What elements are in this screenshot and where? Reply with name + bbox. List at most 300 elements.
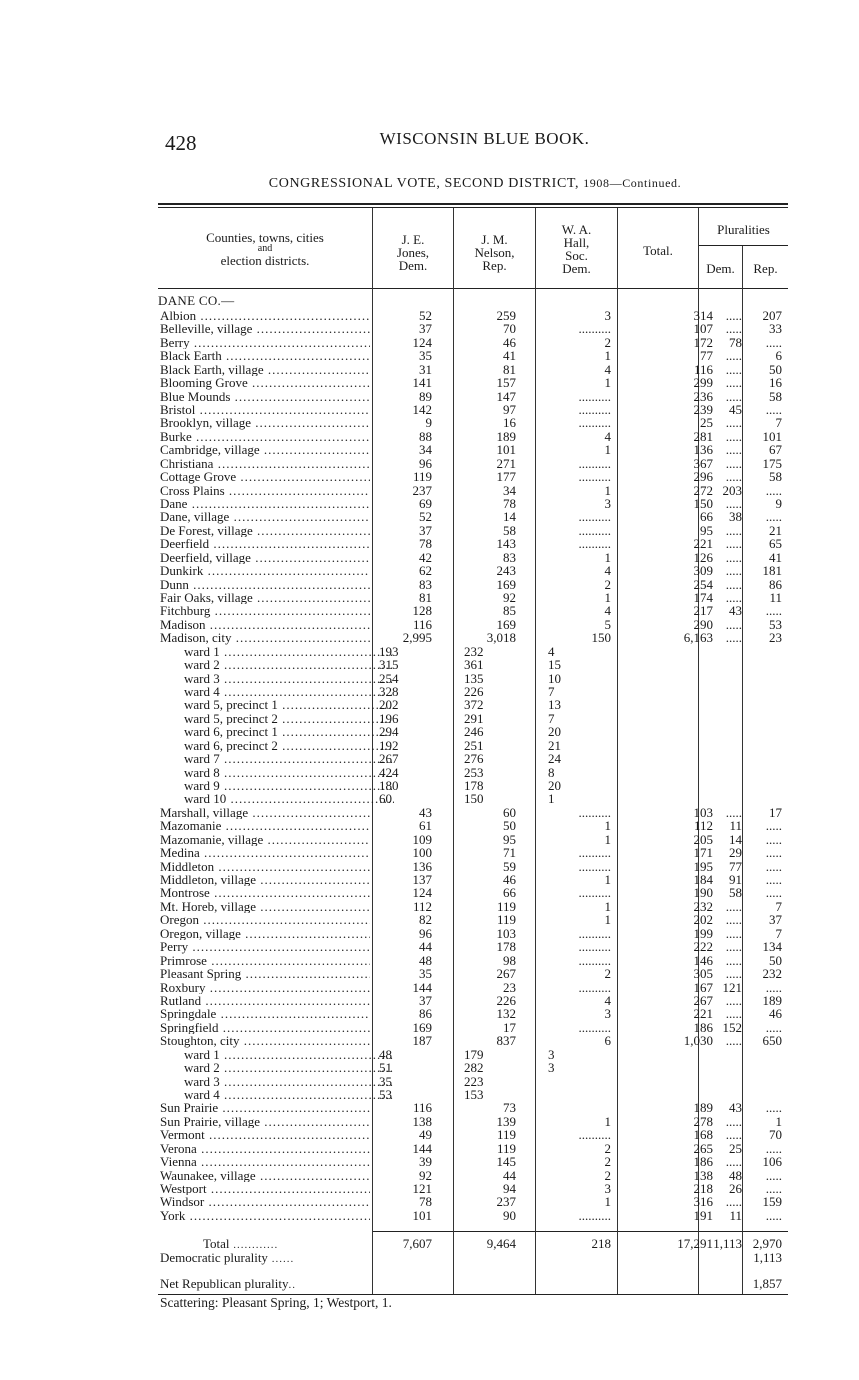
table-row [158, 981, 788, 994]
hall-votes: 2 [604, 1141, 611, 1156]
row-label: Springdale ..... [160, 1007, 370, 1020]
jones-votes: 121 [412, 1181, 432, 1196]
jones-votes: 78 [419, 1195, 432, 1209]
row-label: Christiana ..... [160, 457, 370, 470]
dem-plurality: ..... [725, 443, 742, 457]
total-votes: 272 [693, 483, 713, 498]
table-row [158, 470, 788, 483]
nelson-votes: 253 [464, 765, 484, 780]
nelson-votes: 178 [496, 940, 516, 954]
jones-votes: 328 [379, 685, 399, 699]
jones-votes: 141 [412, 376, 432, 390]
hall-votes: 3 [548, 1061, 555, 1075]
total-votes: 190 [693, 886, 713, 900]
rep-plurality: 37 [769, 913, 782, 927]
jones-votes: 44 [419, 940, 432, 954]
dem-plurality: 77 [729, 859, 742, 874]
total-votes: 174 [693, 591, 713, 605]
dem-plurality: 11 [729, 1208, 742, 1223]
hall-votes: 24 [548, 752, 561, 766]
hall-votes: .......... [578, 846, 611, 860]
hall-votes: 4 [604, 362, 611, 377]
row-label: ward 4 ..... [184, 1088, 394, 1101]
rep-plurality: 159 [762, 1195, 782, 1209]
rep-plurality: ..... [765, 403, 782, 417]
rep-plurality: 7 [775, 899, 782, 914]
header-bottom-rule [158, 288, 788, 289]
jones-votes: 180 [379, 779, 399, 793]
rep-plurality: 17 [769, 805, 782, 820]
jones-votes: 187 [412, 1034, 432, 1048]
ward-row [158, 645, 788, 658]
total-votes: 221 [693, 1007, 713, 1021]
rep-plurality: ..... [765, 1181, 782, 1196]
jones-votes: 112 [412, 899, 432, 914]
dem-plurality: ..... [725, 926, 742, 941]
jones-votes: 82 [419, 913, 432, 927]
row-label: Perry ..... [160, 940, 370, 953]
table-row [158, 376, 788, 389]
dem-plurality: 25 [729, 1141, 742, 1156]
table-row [158, 954, 788, 967]
dem-plurality: 38 [729, 510, 742, 524]
hall-votes: .......... [578, 537, 611, 551]
jones-votes: 116 [412, 617, 432, 632]
jones-votes: 96 [419, 926, 432, 941]
row-label: ward 6, precinct 2 ..... [184, 739, 394, 752]
total-votes: 290 [693, 617, 713, 632]
hall-votes: .......... [578, 389, 611, 404]
footnote: Scattering: Pleasant Spring, 1; Westport, 1. [160, 1295, 392, 1310]
dem-plurality: ..... [725, 1155, 742, 1169]
hall-votes: 20 [548, 725, 561, 739]
nelson-votes: 92 [503, 591, 516, 605]
ward-row [158, 1048, 788, 1061]
row-label: Roxbury ..... [160, 981, 370, 994]
jones-votes: 39 [419, 1155, 432, 1169]
table-row [158, 524, 788, 537]
dem-plurality: ..... [725, 322, 742, 336]
rep-plurality: 67 [769, 443, 782, 457]
nelson-votes: 169 [496, 617, 516, 632]
table-row [158, 416, 788, 429]
table-row [158, 510, 788, 523]
jones-votes: 101 [412, 1208, 432, 1223]
nelson-votes: 271 [496, 456, 516, 471]
row-label: Verona ..... [160, 1142, 370, 1155]
total-votes: 267 [693, 993, 713, 1008]
jones-votes: 119 [412, 470, 432, 484]
total-votes: 6,163 [683, 631, 713, 645]
table-row [158, 873, 788, 886]
nelson-votes: 98 [503, 953, 516, 968]
nelson-votes: 361 [464, 658, 484, 672]
rep-plurality: ..... [765, 1208, 782, 1223]
dem-plurality: 91 [729, 873, 742, 887]
rep-plurality: ..... [765, 1141, 782, 1156]
jones-votes: 100 [412, 846, 432, 860]
hall-votes: 7 [548, 685, 555, 699]
row-label: Primrose ..... [160, 954, 370, 967]
dem-plurality: ..... [725, 899, 742, 914]
table-row [158, 604, 788, 617]
dem-plurality: ..... [725, 617, 742, 632]
nelson-votes: 372 [464, 698, 484, 712]
jones-votes: 78 [419, 537, 432, 551]
row-label: Springfield ..... [160, 1021, 370, 1034]
dem-plurality: ..... [725, 429, 742, 444]
rep-plurality: ..... [765, 335, 782, 350]
jones-votes: 83 [419, 577, 432, 592]
hall-votes: 4 [548, 644, 555, 659]
nelson-votes: 50 [503, 819, 516, 833]
table-title [160, 176, 790, 192]
total-votes: 95 [700, 523, 713, 538]
row-label: Waunakee, village ..... [160, 1169, 370, 1182]
nelson-votes: 59 [503, 859, 516, 874]
jones-votes: 86 [419, 1007, 432, 1021]
nelson-votes: 16 [503, 416, 516, 430]
jones-votes: 254 [379, 671, 399, 686]
nelson-votes: 226 [464, 685, 484, 699]
table-row [158, 497, 788, 510]
nelson-votes: 145 [496, 1155, 516, 1169]
row-label: ward 1 ..... [184, 1048, 394, 1061]
nelson-votes: 251 [464, 738, 484, 753]
hall-votes: .......... [578, 926, 611, 941]
nelson-votes: 44 [503, 1168, 516, 1182]
header-jones: J. E. Jones, Dem. [396, 232, 430, 273]
rep-plurality: 1 [775, 1114, 782, 1129]
jones-votes: 51 [379, 1061, 392, 1075]
total-votes: 195 [693, 859, 713, 874]
nelson-votes: 60 [503, 805, 516, 820]
jones-votes: 37 [419, 322, 432, 336]
hall-votes: 2 [604, 335, 611, 350]
nelson-votes: 119 [496, 913, 516, 927]
hall-votes: 1 [604, 483, 611, 498]
hall-votes: 3 [604, 309, 611, 323]
table-row [158, 1169, 788, 1182]
rep-plurality: 232 [762, 967, 782, 981]
row-label: ward 5, precinct 1 ..... [184, 698, 394, 711]
nelson-votes: 95 [503, 832, 516, 847]
jones-votes: 237 [412, 483, 432, 498]
jones-votes: 69 [419, 497, 432, 511]
nelson-votes: 23 [503, 980, 516, 994]
hall-votes: 4 [604, 564, 611, 578]
hall-votes: 1 [604, 913, 611, 927]
nelson-votes: 267 [496, 967, 516, 981]
jones-votes: 34 [419, 443, 432, 457]
table-row [158, 967, 788, 980]
total-votes: 299 [693, 376, 713, 390]
nelson-votes: 78 [503, 497, 516, 511]
hall-votes: .......... [578, 859, 611, 874]
header-total: Total. [643, 243, 673, 258]
nelson-votes: 135 [464, 671, 484, 686]
row-label: ward 3 ..... [184, 1075, 394, 1088]
rep-plurality: ..... [765, 980, 782, 994]
total-votes: 232 [693, 899, 713, 914]
total-votes: 239 [693, 403, 713, 417]
total-votes: 205 [693, 832, 713, 847]
row-label: Black Earth ..... [160, 349, 370, 362]
jones-votes: 116 [412, 1101, 432, 1115]
total-votes: 171 [693, 846, 713, 860]
dem-plurality: ..... [725, 349, 742, 363]
dem-plurality: ..... [725, 416, 742, 430]
rep-plurality: 50 [769, 362, 782, 377]
dem-plurality: ..... [725, 1034, 742, 1048]
table-row [158, 819, 788, 832]
row-label: Deerfield ..... [160, 537, 370, 550]
nelson-votes: 34 [503, 483, 516, 498]
dem-plurality: ..... [725, 1007, 742, 1021]
jones-votes: 192 [379, 738, 399, 753]
table-row [158, 1115, 788, 1128]
row-label: Oregon, village ..... [160, 927, 370, 940]
rep-plurality: 53 [769, 617, 782, 632]
row-label: Brooklyn, village ..... [160, 416, 370, 429]
row-label: Rutland ..... [160, 994, 370, 1007]
jones-votes: 37 [419, 523, 432, 538]
hall-votes: 1 [604, 1195, 611, 1209]
jones-votes: 424 [379, 765, 399, 780]
table-row [158, 846, 788, 859]
table-row [158, 457, 788, 470]
total-votes: 305 [693, 967, 713, 981]
nelson-votes: 157 [496, 376, 516, 390]
row-label: Madison ..... [160, 618, 370, 631]
row-label: Vienna ..... [160, 1155, 370, 1168]
row-label: ward 1 ..... [184, 645, 394, 658]
jones-votes: 35 [419, 967, 432, 981]
row-label: Blue Mounds ..... [160, 390, 370, 403]
jones-votes: 37 [419, 993, 432, 1008]
row-label: Madison, city ..... [160, 631, 370, 644]
ward-row [158, 739, 788, 752]
hall-votes: .......... [578, 1020, 611, 1035]
jones-votes: 144 [412, 1141, 432, 1156]
rep-plurality: 101 [762, 429, 782, 444]
row-label: ward 8 ..... [184, 766, 394, 779]
header-plur-dem: Dem. [706, 261, 735, 276]
jones-votes: 124 [412, 335, 432, 350]
jones-votes: 109 [412, 832, 432, 847]
rep-plurality: 33 [769, 322, 782, 336]
row-label: Deerfield, village ..... [160, 551, 370, 564]
table-row [158, 1034, 788, 1047]
total-votes: 221 [693, 537, 713, 551]
dem-plurality: 43 [729, 604, 742, 618]
ward-row [158, 1075, 788, 1088]
row-label: Medina ..... [160, 846, 370, 859]
rep-plurality: 106 [762, 1155, 782, 1169]
rep-plurality: ..... [765, 819, 782, 833]
hall-votes: 3 [604, 1181, 611, 1196]
dem-plurality: ..... [725, 805, 742, 820]
ward-row [158, 698, 788, 711]
hall-votes: .......... [578, 1208, 611, 1223]
hall-votes: 1 [604, 443, 611, 457]
ward-row [158, 725, 788, 738]
dem-plurality: ..... [725, 389, 742, 404]
nelson-votes: 276 [464, 752, 484, 766]
rep-plurality: 134 [762, 940, 782, 954]
total-votes: 138 [693, 1168, 713, 1182]
dem-plurality: ..... [725, 376, 742, 390]
header-nelson: J. M. Nelson, Rep. [474, 232, 515, 273]
row-label: Cross Plains ..... [160, 484, 370, 497]
dem-plurality: ..... [725, 993, 742, 1008]
hall-votes: 4 [604, 604, 611, 618]
row-label: Belleville, village ..... [160, 322, 370, 335]
nelson-votes: 179 [464, 1047, 484, 1062]
jones-votes: 88 [419, 429, 432, 444]
dem-plurality: ..... [725, 577, 742, 592]
hall-votes: 4 [604, 993, 611, 1008]
nelson-votes: 132 [496, 1007, 516, 1021]
dem-plurality: ..... [725, 591, 742, 605]
hall-votes: 1 [604, 832, 611, 847]
hall-votes: .......... [578, 1128, 611, 1142]
table-row [158, 631, 788, 644]
jones-votes: 142 [412, 403, 432, 417]
table-row [158, 591, 788, 604]
nelson-votes: 85 [503, 604, 516, 618]
rep-plurality: 70 [769, 1128, 782, 1142]
rep-plurality: 189 [762, 993, 782, 1008]
nelson-votes: 90 [503, 1208, 516, 1223]
row-label: Vermont ..... [160, 1128, 370, 1141]
nelson-votes: 46 [503, 873, 516, 887]
table-row [158, 913, 788, 926]
nelson-votes: 243 [496, 564, 516, 578]
rep-plurality: 41 [769, 550, 782, 565]
nelson-votes: 101 [496, 443, 516, 457]
dem-plurality: ..... [725, 940, 742, 954]
row-label: Cambridge, village ..... [160, 443, 370, 456]
hall-votes: 10 [548, 671, 561, 686]
table-row [158, 806, 788, 819]
jones-votes: 128 [412, 604, 432, 618]
row-label: Sun Prairie ..... [160, 1101, 370, 1114]
row-label: Westport ..... [160, 1182, 370, 1195]
total-votes: 66 [700, 510, 713, 524]
dem-plurality: ..... [725, 953, 742, 968]
rep-plurality: ..... [765, 846, 782, 860]
net-rep-row: Net Republican plurality.. 1,857 [160, 1277, 782, 1291]
rep-plurality: ..... [765, 886, 782, 900]
jones-votes: 137 [412, 873, 432, 887]
dem-plurality: ..... [725, 631, 742, 645]
total-votes: 136 [693, 443, 713, 457]
nelson-votes: 17 [503, 1020, 516, 1035]
nelson-votes: 73 [503, 1101, 516, 1115]
section-heading: DANE CO.— [158, 294, 235, 308]
total-votes: 1,030 [683, 1034, 713, 1048]
row-label: ward 5, precinct 2 ..... [184, 712, 394, 725]
rep-plurality: 16 [769, 376, 782, 390]
row-label: De Forest, village ..... [160, 524, 370, 537]
table-row [158, 309, 788, 322]
total-votes: 25 [700, 416, 713, 430]
jones-votes: 9 [425, 416, 432, 430]
jones-votes: 193 [379, 644, 399, 659]
nelson-votes: 97 [503, 403, 516, 417]
dem-plurality: 11 [729, 819, 742, 833]
rep-plurality: 46 [769, 1007, 782, 1021]
hall-votes: .......... [578, 886, 611, 900]
jones-votes: 53 [379, 1087, 392, 1102]
table-row [158, 940, 788, 953]
nelson-votes: 83 [503, 550, 516, 565]
row-label: Cottage Grove ..... [160, 470, 370, 483]
hall-votes: .......... [578, 510, 611, 524]
hall-votes: 2 [604, 1168, 611, 1182]
row-label: Blooming Grove ..... [160, 376, 370, 389]
hall-votes: 1 [548, 792, 555, 806]
rep-plurality: 7 [775, 416, 782, 430]
rep-plurality: ..... [765, 873, 782, 887]
ward-row [158, 1088, 788, 1101]
jones-votes: 124 [412, 886, 432, 900]
nelson-votes: 246 [464, 725, 484, 739]
hall-votes: .......... [578, 416, 611, 430]
total-votes: 218 [693, 1181, 713, 1196]
jones-votes: 315 [379, 658, 399, 672]
dem-plurality: ..... [725, 309, 742, 323]
jones-votes: 81 [419, 591, 432, 605]
total-votes: 103 [693, 805, 713, 820]
nelson-votes: 139 [496, 1114, 516, 1129]
total-votes: 167 [693, 980, 713, 994]
nelson-votes: 119 [496, 1128, 516, 1142]
dem-plurality: 58 [729, 886, 742, 900]
row-label: Mazomanie ..... [160, 819, 370, 832]
nelson-votes: 153 [464, 1087, 484, 1102]
header-plur-rep: Rep. [753, 261, 778, 276]
row-label: Mt. Horeb, village ..... [160, 900, 370, 913]
total-votes: 202 [693, 913, 713, 927]
dem-plurality: ..... [725, 564, 742, 578]
rep-plurality: 175 [762, 456, 782, 471]
jones-votes: 267 [379, 752, 399, 766]
table-title-year: 1908—Continued. [583, 176, 682, 190]
total-row: Total ............ 7,607 9,464 218 17,291 1,113 2,970 [203, 1237, 782, 1251]
row-label: ward 7 ..... [184, 752, 394, 765]
header-pluralities: Pluralities [717, 222, 770, 237]
dem-plurality: ..... [725, 537, 742, 551]
jones-votes: 202 [379, 698, 399, 712]
total-votes: 296 [693, 470, 713, 484]
hall-votes: 2 [604, 967, 611, 981]
rep-plurality: ..... [765, 604, 782, 618]
hall-votes: 1 [604, 550, 611, 565]
nelson-votes: 3,018 [486, 631, 516, 645]
table-row [158, 1155, 788, 1168]
dem-plurality: ..... [725, 550, 742, 565]
row-label: Pleasant Spring ..... [160, 967, 370, 980]
hall-votes: .......... [578, 980, 611, 994]
table-row [158, 886, 788, 899]
dem-plurality: ..... [725, 967, 742, 981]
table-row [158, 994, 788, 1007]
row-label: ward 4 ..... [184, 685, 394, 698]
jones-votes: 138 [412, 1114, 432, 1129]
nelson-votes: 94 [503, 1181, 516, 1196]
